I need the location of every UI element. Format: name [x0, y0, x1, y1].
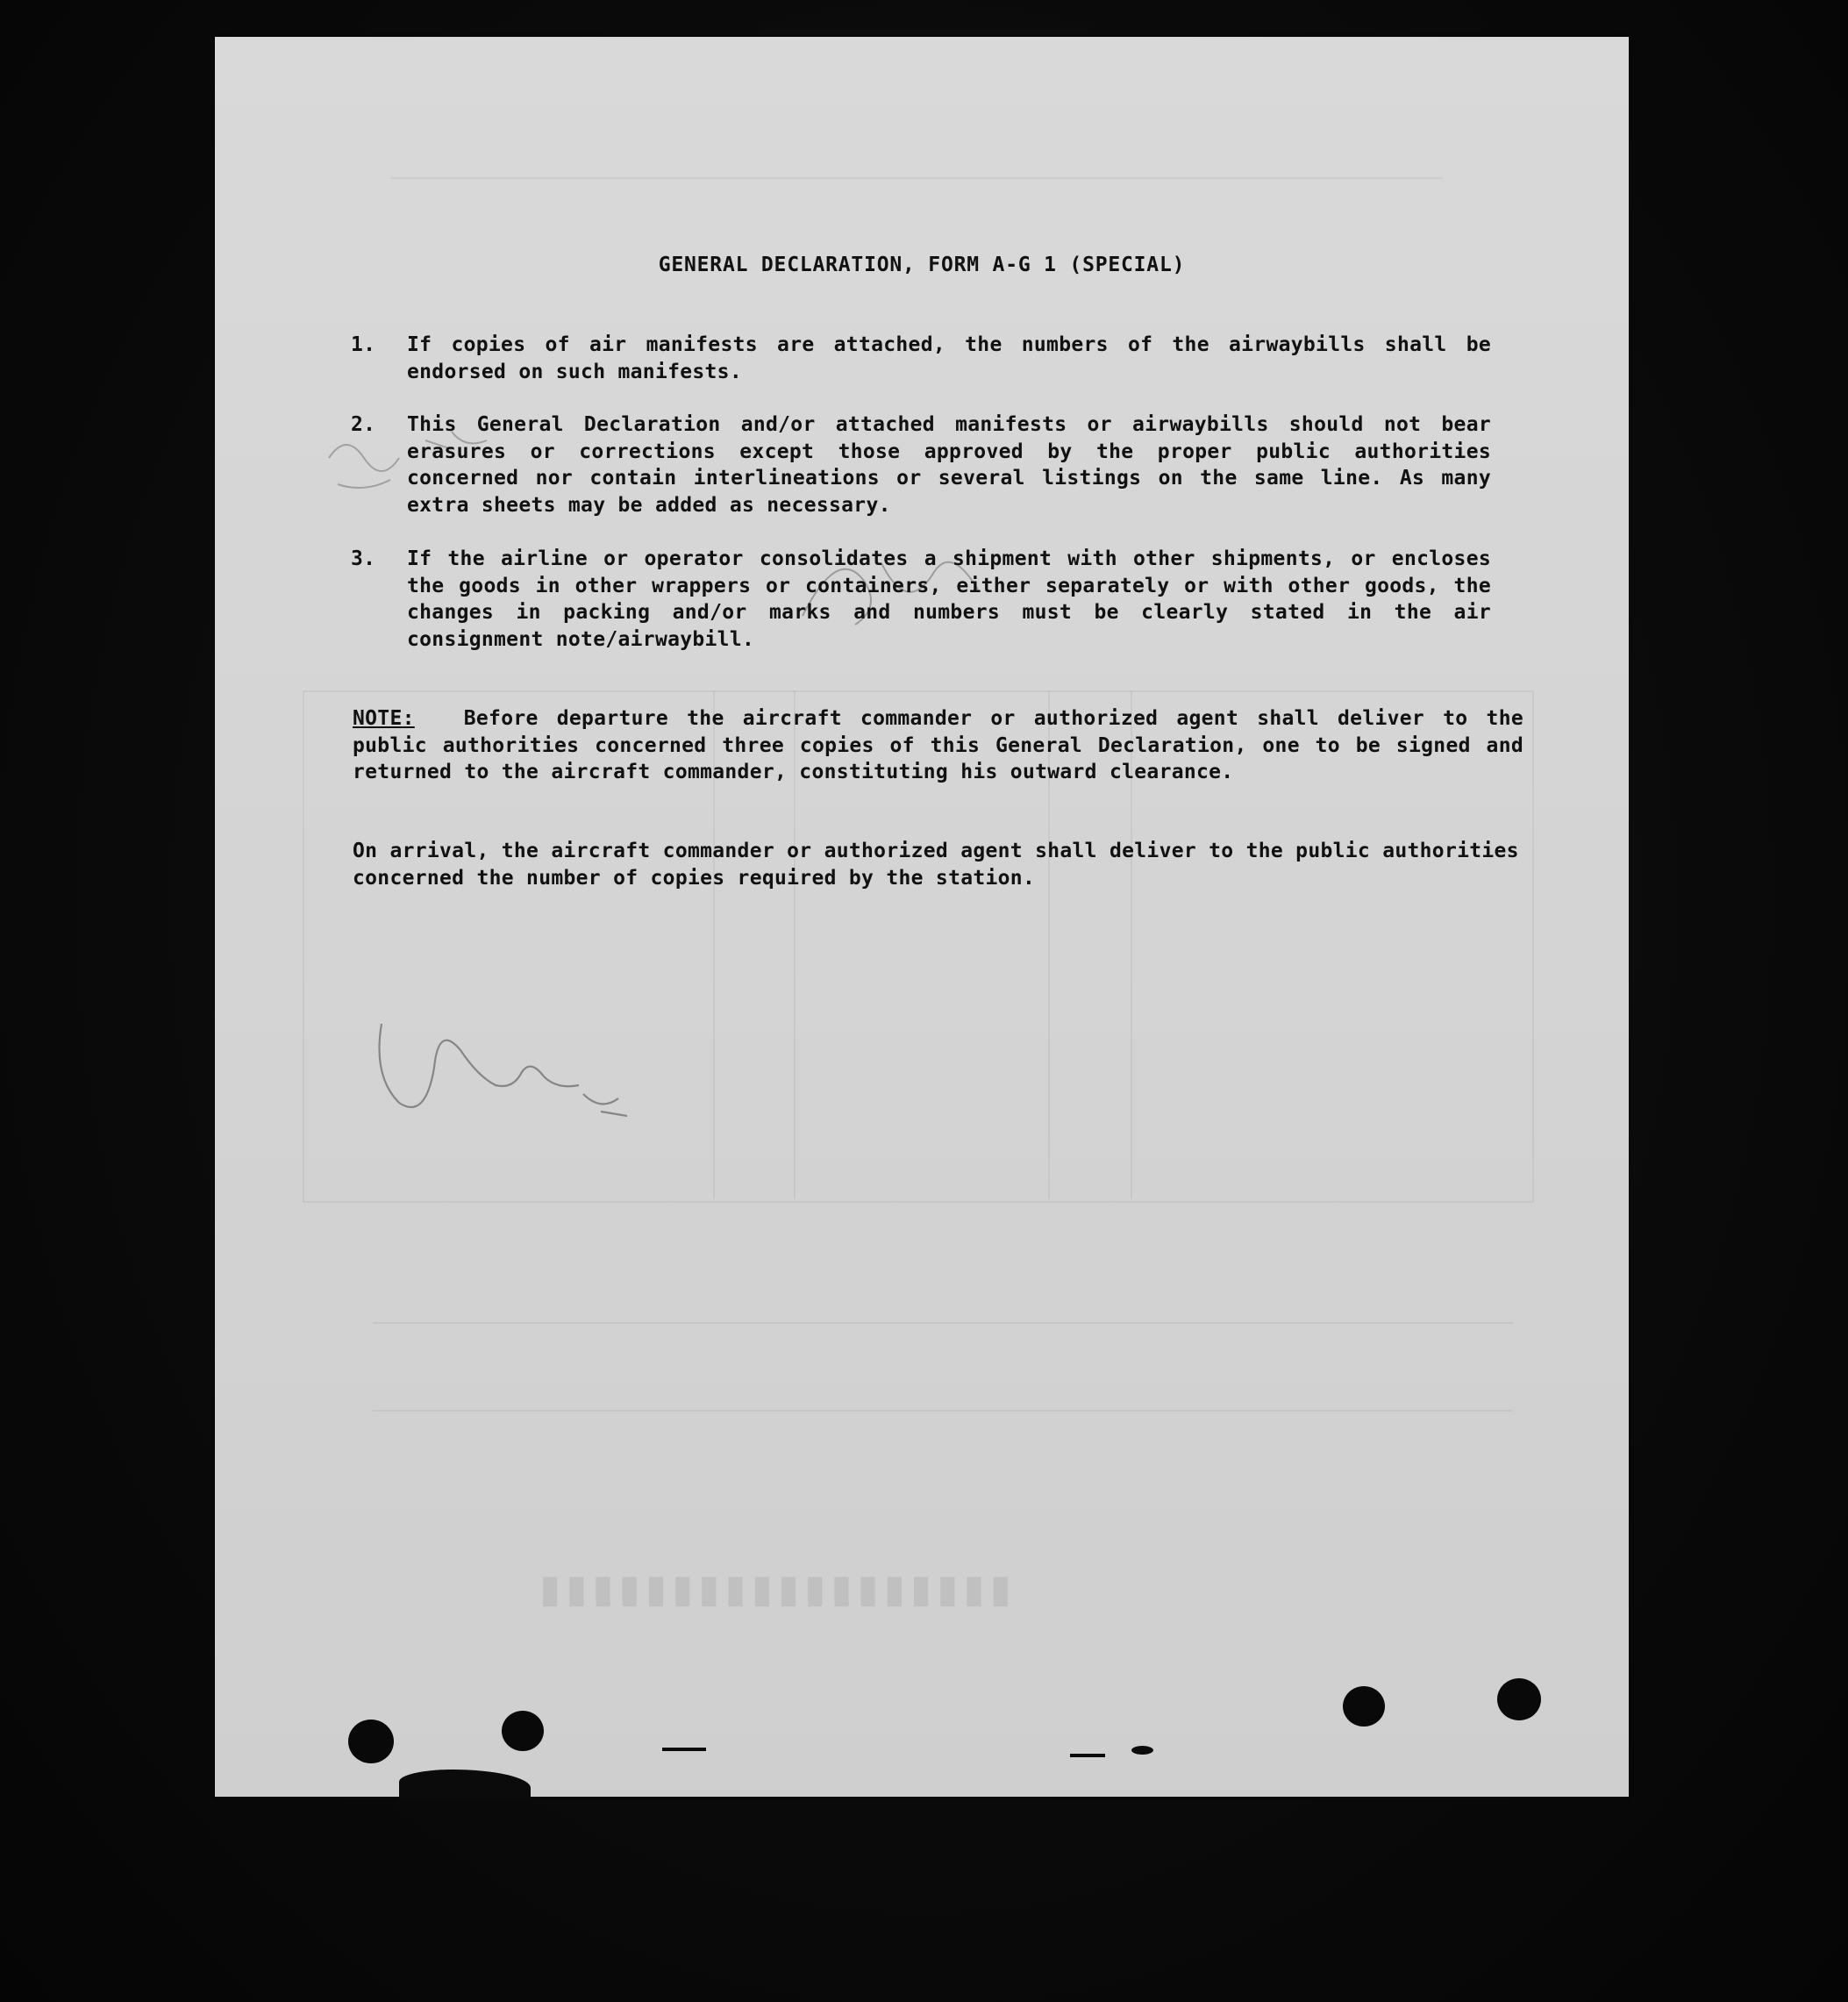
scan-mark — [662, 1748, 706, 1751]
instruction-item-1 — [351, 332, 1491, 385]
instruction-item-3 — [351, 546, 1491, 653]
punch-hole — [502, 1711, 544, 1751]
instruction-item-2 — [351, 411, 1491, 518]
punch-hole — [1343, 1686, 1385, 1727]
item-number: 2. — [351, 413, 376, 436]
scan-mark — [1131, 1746, 1153, 1755]
document-page — [215, 37, 1629, 1797]
item-text: If the airline or operator consolidates a shipment with other shipments, or encloses the goods in other wrappers or containers, either separately or with other goods, the changes in packing and/or marks and numbers must be clearly stated in the air consignment note/airwaybill. — [407, 547, 1491, 651]
document-title: GENERAL DECLARATION, FORM A-G 1 (SPECIAL) — [658, 254, 1186, 276]
punch-hole — [348, 1720, 394, 1763]
item-number: 1. — [351, 333, 376, 356]
item-text: If copies of air manifests are attached, the numbers of the airwaybills shall be endorsed on such manifests. — [407, 333, 1491, 383]
item-text: This General Declaration and/or attached manifests or airwaybills should not bear erasures or corrections except those approved by the proper public authorities concerned nor contain interlineations or several listings on the same line. As many extra sheets may be added as necessary. — [407, 413, 1491, 517]
note-label: NOTE: — [353, 707, 415, 730]
arrival-note: On arrival, the aircraft commander or authorized agent shall deliver to the public authorities concerned the number of copies required by the station. — [353, 840, 1519, 890]
document-content — [215, 37, 1629, 1797]
note-text: Before departure the aircraft commander or authorized agent shall deliver to the public authorities concerned three copies of this General Declaration, one to be signed and returned to the aircraft commander, constituting his outward clearance. — [353, 707, 1523, 783]
scan-mark — [1070, 1754, 1105, 1757]
bleed-through-heading: ▮▮▮▮▮▮▮▮▮▮▮▮▮▮▮▮▮▮ — [539, 1572, 1017, 1617]
item-number: 3. — [351, 547, 376, 570]
punch-hole — [1497, 1678, 1541, 1720]
departure-note — [353, 705, 1523, 786]
